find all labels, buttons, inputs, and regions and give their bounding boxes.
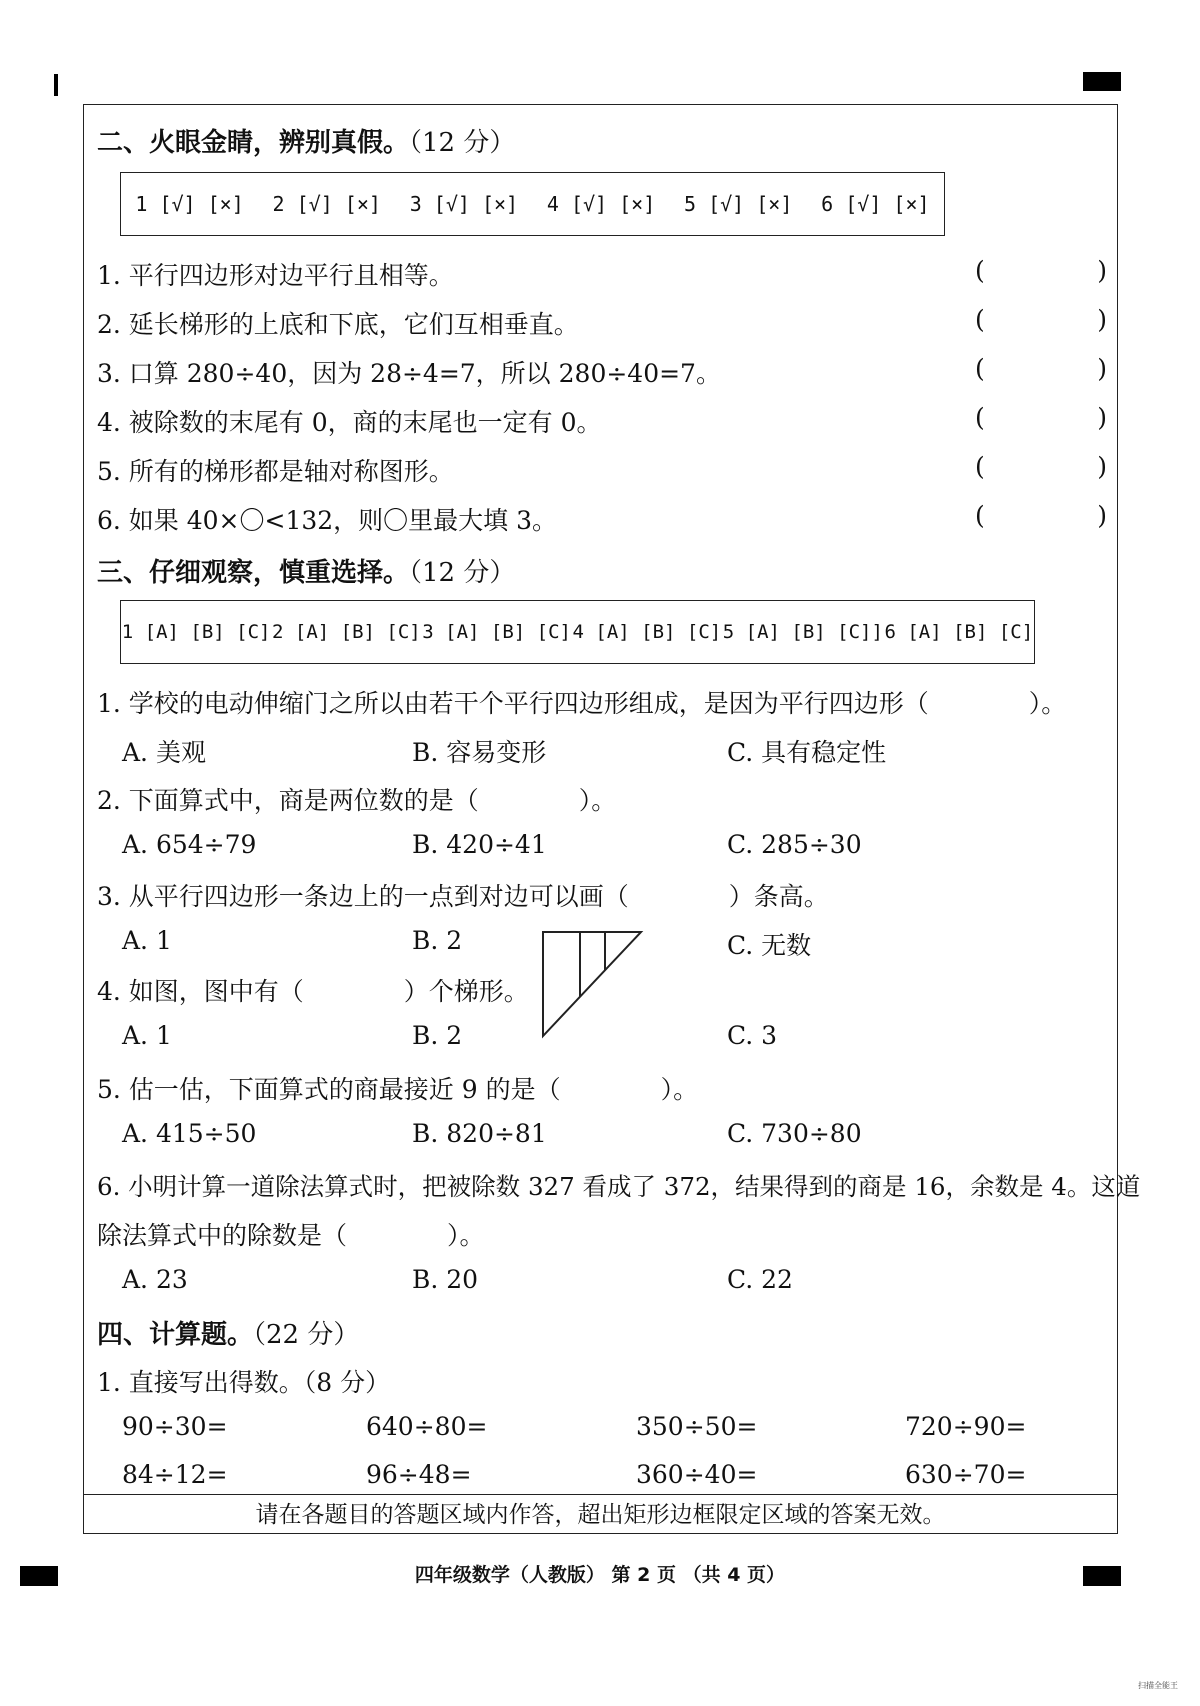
mc-q2-option-b: B. 420÷41 [412,830,547,859]
answer-cell-1[interactable]: 1 [√] [×] [135,192,244,216]
mc-q6-option-c: C. 22 [727,1265,793,1294]
calc-item: 84÷12= [122,1460,228,1489]
mc-q2-option-c: C. 285÷30 [727,830,862,859]
answer-cell-2[interactable]: 2 [√] [×] [272,192,381,216]
calc-item: 630÷70= [905,1460,1027,1489]
mc-question-2: 2. 下面算式中，商是两位数的是（ ）。 [97,786,617,815]
registration-mark-top-right [1083,72,1121,91]
mc-q1-option-a: A. 美观 [122,738,206,767]
calc-item: 90÷30= [122,1412,228,1441]
mc-q3-option-b: B. 2 [412,926,463,955]
mc-q1-option-b: B. 容易变形 [412,738,547,767]
answer-blank-5[interactable]: ( ) [975,452,1107,481]
mc-q6-option-a: A. 23 [122,1265,188,1294]
choice-cell-5[interactable]: 5 [A] [B] [C]] [722,621,883,643]
choice-cell-6[interactable]: 6 [A] [B] [C] [884,621,1034,643]
registration-mark-top-left [54,74,58,96]
answer-blank-3[interactable]: ( ) [975,354,1107,383]
calc-item: 96÷48= [366,1460,472,1489]
tf-question-2: 2. 延长梯形的上底和下底，它们互相垂直。 [97,310,579,339]
mc-question-6-cont: 除法算式中的除数是（ ）。 [97,1221,485,1250]
section-3-answer-sheet[interactable] [120,600,1035,664]
tf-question-3: 3. 口算 280÷40，因为 28÷4=7，所以 280÷40=7。 [97,359,721,388]
mc-question-4: 4. 如图，图中有（ ）个梯形。 [97,977,529,1006]
choice-cell-3[interactable]: 3 [A] [B] [C] [422,621,571,643]
mc-q5-option-a: A. 415÷50 [122,1119,257,1148]
mc-q4-option-a: A. 1 [122,1021,172,1050]
mc-question-1: 1. 学校的电动伸缩门之所以由若干个平行四边形组成，是因为平行四边形（ ）。 [97,689,1067,718]
mc-q5-option-c: C. 730÷80 [727,1119,862,1148]
tf-question-4: 4. 被除数的末尾有 0，商的末尾也一定有 0。 [97,408,602,437]
calc-item: 360÷40= [636,1460,758,1489]
tf-question-1: 1. 平行四边形对边平行且相等。 [97,261,454,290]
calc-subtitle: 1. 直接写出得数。（8 分） [97,1368,391,1397]
answer-cell-6[interactable]: 6 [√] [×] [821,192,930,216]
mc-q3-option-c: C. 无数 [727,931,812,960]
answer-cell-4[interactable]: 4 [√] [×] [546,192,656,216]
mc-q3-option-a: A. 1 [122,926,172,955]
trapezoid-figure [535,930,647,1040]
answer-blank-6[interactable]: ( ) [975,501,1107,530]
answer-cell-3[interactable]: 3 [√] [×] [409,192,519,216]
mc-q6-option-b: B. 20 [412,1265,479,1294]
mc-q2-option-a: A. 654÷79 [122,830,257,859]
answer-cell-5[interactable]: 5 [√] [×] [684,192,793,216]
choice-cell-1[interactable]: 1 [A] [B] [C] [121,621,271,643]
section-4-title: 四、计算题。（22 分） [97,1320,360,1350]
mc-q4-option-c: C. 3 [727,1021,778,1050]
tf-question-5: 5. 所有的梯形都是轴对称图形。 [97,457,454,486]
mc-question-3: 3. 从平行四边形一条边上的一点到对边可以画（ ）条高。 [97,882,829,911]
section-2-answer-sheet[interactable] [120,172,945,236]
answer-blank-1[interactable]: ( ) [975,256,1107,285]
page-footer: 四年级数学（人教版） 第 2 页 （共 4 页） [414,1564,786,1586]
mc-q1-option-c: C. 具有稳定性 [727,738,887,767]
answer-blank-4[interactable]: ( ) [975,403,1107,432]
section-3-title: 三、仔细观察，慎重选择。（12 分） [97,558,516,588]
mc-q4-option-b: B. 2 [412,1021,463,1050]
mc-question-5: 5. 估一估，下面算式的商最接近 9 的是（ ）。 [97,1075,699,1104]
calc-item: 350÷50= [636,1412,758,1441]
answer-area-notice: 请在各题目的答题区域内作答，超出矩形边框限定区域的答案无效。 [83,1494,1118,1534]
calc-item: 640÷80= [366,1412,488,1441]
scanner-logo: 扫描全能王 [1138,1681,1178,1690]
choice-cell-2[interactable]: 2 [A] [B] [C] [272,621,421,643]
section-2-title: 二、火眼金睛，辨别真假。（12 分） [97,128,516,158]
figure-outer-triangle [543,932,641,1036]
choice-cell-4[interactable]: 4 [A] [B] [C] [572,621,722,643]
mc-q5-option-b: B. 820÷81 [412,1119,547,1148]
tf-question-6: 6. 如果 40×〇<132，则〇里最大填 3。 [97,506,558,535]
calc-item: 720÷90= [905,1412,1027,1441]
answer-blank-2[interactable]: ( ) [975,305,1107,334]
mc-question-6: 6. 小明计算一道除法算式时，把被除数 327 看成了 372，结果得到的商是 16，余数是 4。这道 [97,1172,1141,1201]
